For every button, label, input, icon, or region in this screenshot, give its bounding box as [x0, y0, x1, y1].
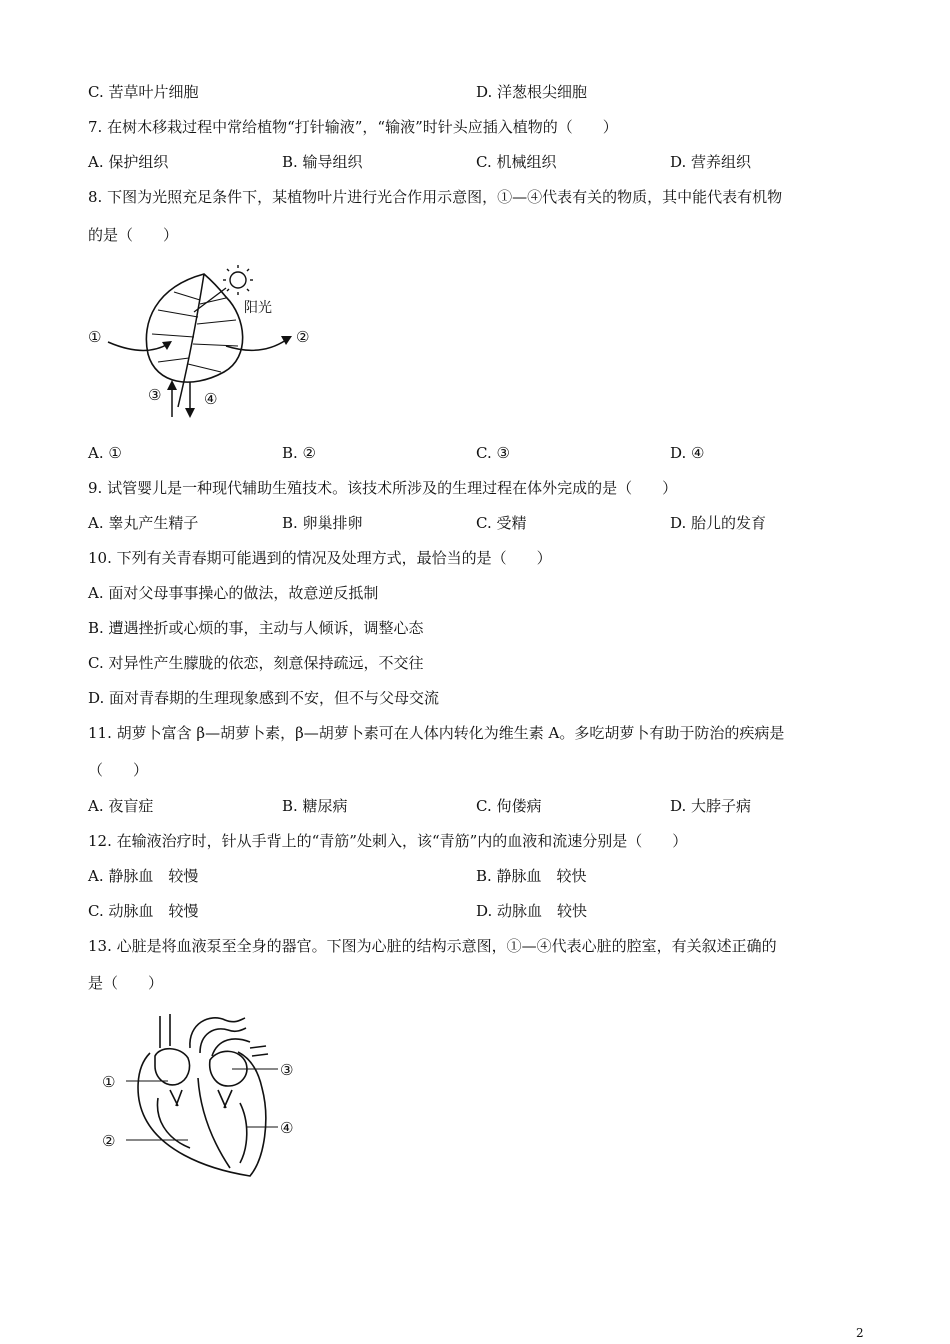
heart-structure-diagram	[100, 1008, 305, 1180]
q8-stem-line1: 8. 下图为光照充足条件下，某植物叶片进行光合作用示意图，①—④代表有关的物质，其中能代表有机物	[88, 188, 783, 206]
label-2: ②	[296, 328, 310, 346]
q11-option-a: A. 夜盲症	[88, 797, 154, 815]
q11-stem-line2: （ ）	[88, 761, 149, 779]
heart-label-2: ②	[102, 1132, 116, 1150]
sunlight-label: 阳光	[244, 300, 272, 316]
q13-stem-line1: 13. 心脏是将血液泵至全身的器官。下图为心脏的结构示意图，①—④代表心脏的腔室，有关叙述正确的	[88, 937, 777, 955]
q12-option-b: B. 静脉血 较快	[476, 867, 587, 885]
q10-stem: 10. 下列有关青春期可能遇到的情况及处理方式，最恰当的是（ ）	[88, 549, 552, 567]
q10-option-b: B. 遭遇挫折或心烦的事，主动与人倾诉，调整心态	[88, 619, 424, 637]
arrow-2	[226, 340, 286, 350]
q10-option-d: D. 面对青春期的生理现象感到不安，但不与父母交流	[88, 689, 440, 707]
q8-option-b: B. ②	[282, 444, 317, 462]
q9-option-d: D. 胎儿的发育	[670, 514, 767, 532]
q10-option-a: A. 面对父母事事操心的做法，故意逆反抵制	[88, 584, 379, 602]
q11-option-b: B. 糖尿病	[282, 797, 348, 815]
heart-outline	[138, 1014, 268, 1176]
q12-option-d: D. 动脉血 较快	[476, 902, 588, 920]
q7-stem: 7. 在树木移栽过程中常给植物“打针输液”，“输液”时针头应插入植物的（ ）	[88, 118, 618, 136]
label-4: ④	[204, 390, 218, 408]
q10-option-c: C. 对异性产生朦胧的依恋，刻意保持疏远，不交往	[88, 654, 424, 672]
heart-label-1: ①	[102, 1073, 116, 1091]
sun-icon	[223, 265, 253, 295]
heart-label-4: ④	[280, 1119, 294, 1137]
q7-option-c: C. 机械组织	[476, 153, 557, 171]
q12-stem: 12. 在输液治疗时，针从手背上的“青筋”处刺入，该“青筋”内的血液和流速分别是（ ）	[88, 832, 688, 850]
q6-option-d: D. 洋葱根尖细胞	[476, 83, 588, 101]
q9-option-a: A. 睾丸产生精子	[88, 514, 199, 532]
q8-stem-line2: 的是（ ）	[88, 226, 179, 244]
q7-option-a: A. 保护组织	[88, 153, 169, 171]
leaf-veins	[152, 292, 238, 372]
heart-label-3: ③	[280, 1061, 294, 1079]
q12-option-c: C. 动脉血 较慢	[88, 902, 199, 920]
q8-option-a: A. ①	[88, 444, 122, 462]
q6-option-c: C. 苦草叶片细胞	[88, 83, 199, 101]
q11-option-d: D. 大脖子病	[670, 797, 752, 815]
q7-option-b: B. 输导组织	[282, 153, 363, 171]
q9-stem: 9. 试管婴儿是一种现代辅助生殖技术。该技术所涉及的生理过程在体外完成的是（ ）	[88, 479, 678, 497]
q9-option-c: C. 受精	[476, 514, 527, 532]
arrow-4-head	[185, 408, 195, 418]
q8-option-d: D. ④	[670, 444, 705, 462]
label-1: ①	[88, 328, 102, 346]
q9-option-b: B. 卵巢排卵	[282, 514, 363, 532]
q11-option-c: C. 佝偻病	[476, 797, 542, 815]
q13-stem-line2: 是（ ）	[88, 974, 164, 992]
leaf-photosynthesis-diagram	[86, 262, 326, 422]
q11-stem-line1: 11. 胡萝卜富含 β—胡萝卜素，β—胡萝卜素可在人体内转化为维生素 A。多吃胡萝卜有助于防治的疾病是	[88, 724, 785, 742]
q12-option-a: A. 静脉血 较慢	[88, 867, 199, 885]
page-number: 2	[856, 1326, 864, 1340]
q8-option-c: C. ③	[476, 444, 510, 462]
label-3: ③	[148, 386, 162, 404]
arrow-2-head	[281, 336, 292, 345]
q7-option-d: D. 营养组织	[670, 153, 752, 171]
arrow-1	[108, 342, 168, 351]
